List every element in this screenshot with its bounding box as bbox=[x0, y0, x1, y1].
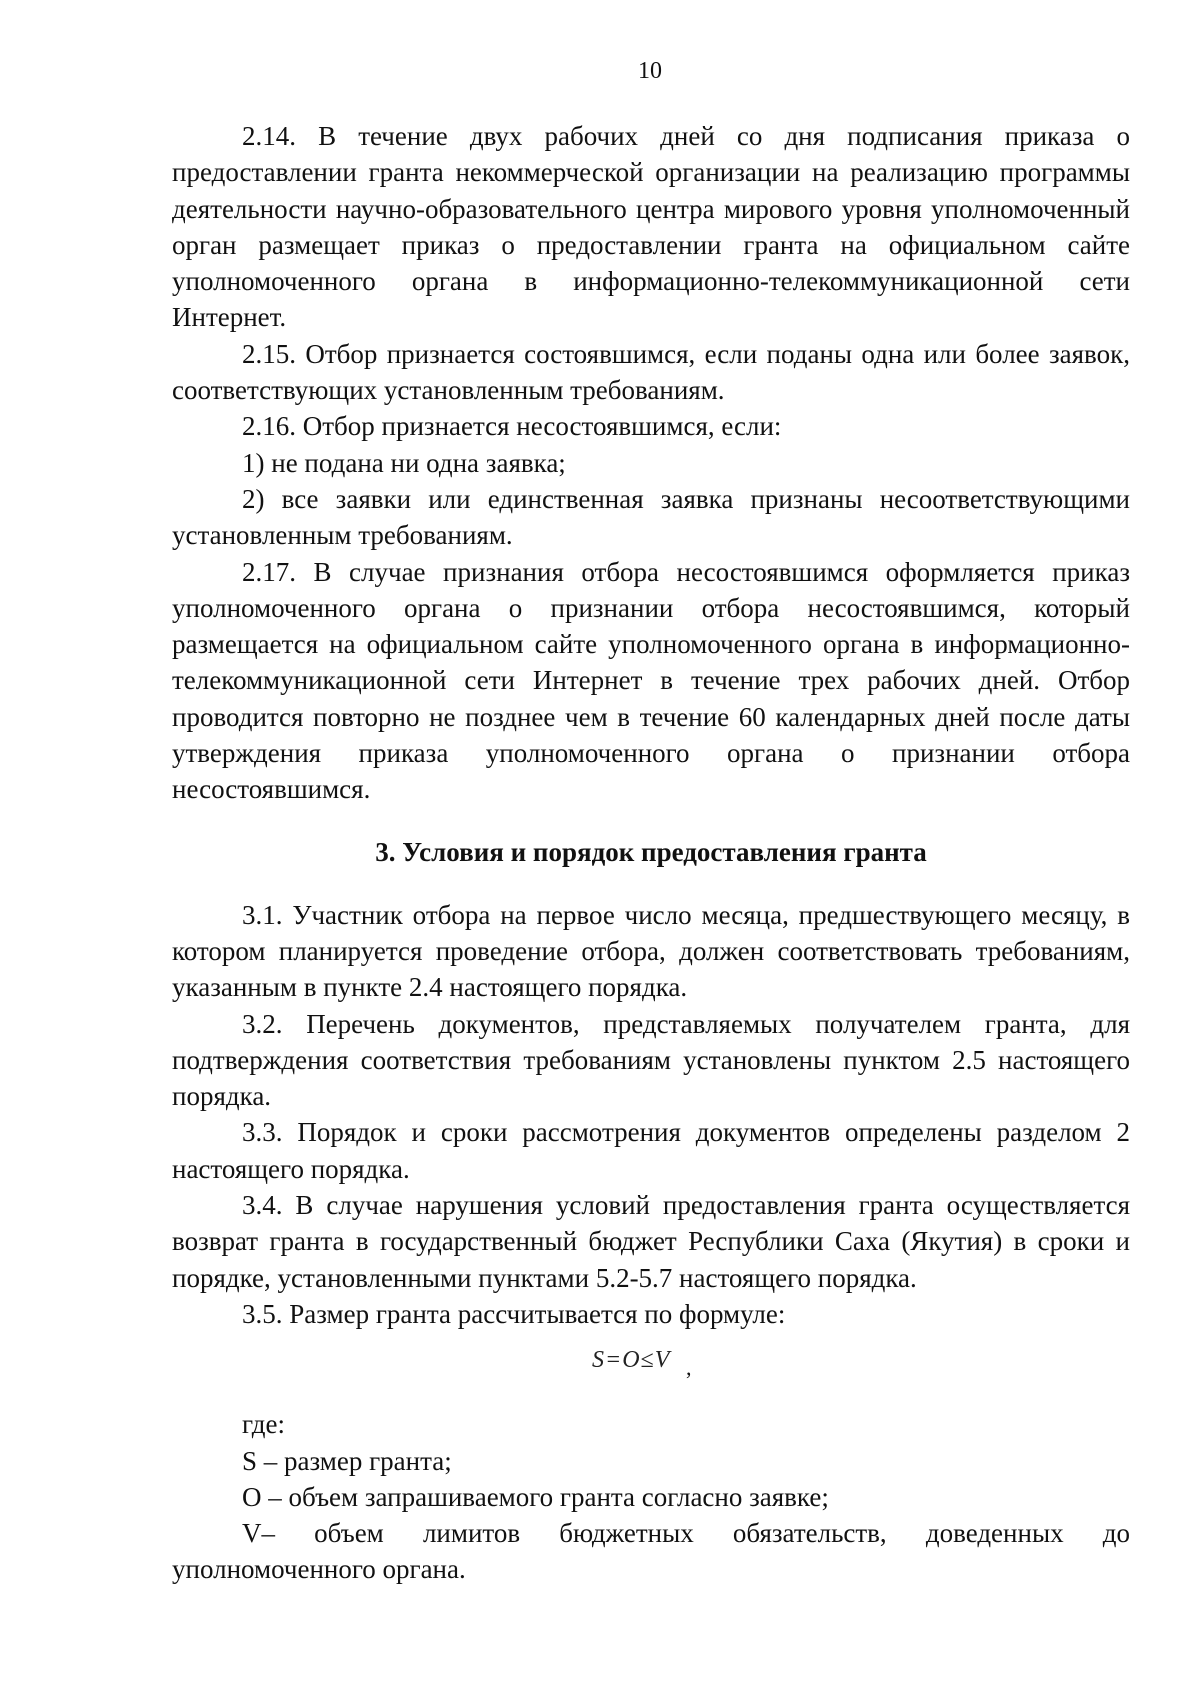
document-body bbox=[172, 118, 1130, 1588]
page-number: 10 bbox=[638, 58, 662, 84]
paragraph-3-4: 3.4. В случае нарушения условий предоставления гранта осуществляется возврат гранта в государственный бюджет Республики Саха (Якутия) в сроки и порядке, установленными пунктами 5.2-5.7 настоящего порядка. bbox=[172, 1190, 1130, 1293]
paragraph-3-3: 3.3. Порядок и сроки рассмотрения документов определены разделом 2 настоящего порядка. bbox=[172, 1117, 1130, 1184]
definition-where: где: bbox=[242, 1409, 285, 1440]
section-heading: 3. Условия и порядок предоставления гранта bbox=[375, 836, 927, 867]
paragraph-2-16: 2.16. Отбор признается несостоявшимся, если: bbox=[242, 411, 782, 442]
formula-comma: , bbox=[686, 1355, 692, 1381]
paragraph-3-2: 3.2. Перечень документов, представляемых получателем гранта, для подтверждения соответствия требованиям установлены пунктом 2.5 настоящего порядка. bbox=[172, 1008, 1130, 1112]
definition-o: О – объем запрашиваемого гранта согласно заявке; bbox=[242, 1481, 829, 1512]
paragraph-2-16-item-2: 2) все заявки или единственная заявка признаны несоответствующими установленным требованиям. bbox=[172, 483, 1130, 551]
paragraph-2-17: 2.17. В случае признания отбора несостоявшимся оформляется приказ уполномоченного органа о признании отбора несостоявшимся, который размещается на официальном сайте уполномоченного органа в информационно-телекоммуникационной сети Интернет в течение трех рабочих дней. Отбор проводится повторно не позднее чем в течение 60 календарных дней после даты утверждения приказа уполномоченного органа о признании отбора несостоявшимся. bbox=[172, 556, 1130, 805]
grant-formula bbox=[172, 1336, 1130, 1396]
paragraph-3-1: 3.1. Участник отбора на первое число месяца, предшествующего месяцу, в котором планируется проведение отбора, должен соответствовать требованиям, указанным в пункте 2.4 настоящего порядка. bbox=[172, 899, 1130, 1003]
definition-s: S – размер гранта; bbox=[242, 1445, 452, 1476]
paragraph-2-16-item-1: 1) не подана ни одна заявка; bbox=[242, 447, 566, 478]
paragraph-3-5: 3.5. Размер гранта рассчитывается по формуле: bbox=[242, 1298, 786, 1329]
formula-expression: S=O≤V bbox=[592, 1347, 671, 1374]
paragraph-2-14: 2.14. В течение двух рабочих дней со дня подписания приказа о предоставлении гранта некоммерческой организации на реализацию программы деятельности научно-образовательного центра мирового уровня уполномоченный орган размещает приказ о предоставлении гранта на официальном сайте уполномоченного органа в информационно-телекоммуникационной сети Интернет. bbox=[172, 121, 1130, 333]
paragraph-2-15: 2.15. Отбор признается состоявшимся, если поданы одна или более заявок, соответствующих установленным требованиям. bbox=[172, 338, 1130, 406]
formula-definitions bbox=[172, 1406, 1130, 1587]
definition-v: V– объем лимитов бюджетных обязательств, доведенных до уполномоченного органа. bbox=[172, 1518, 1130, 1585]
